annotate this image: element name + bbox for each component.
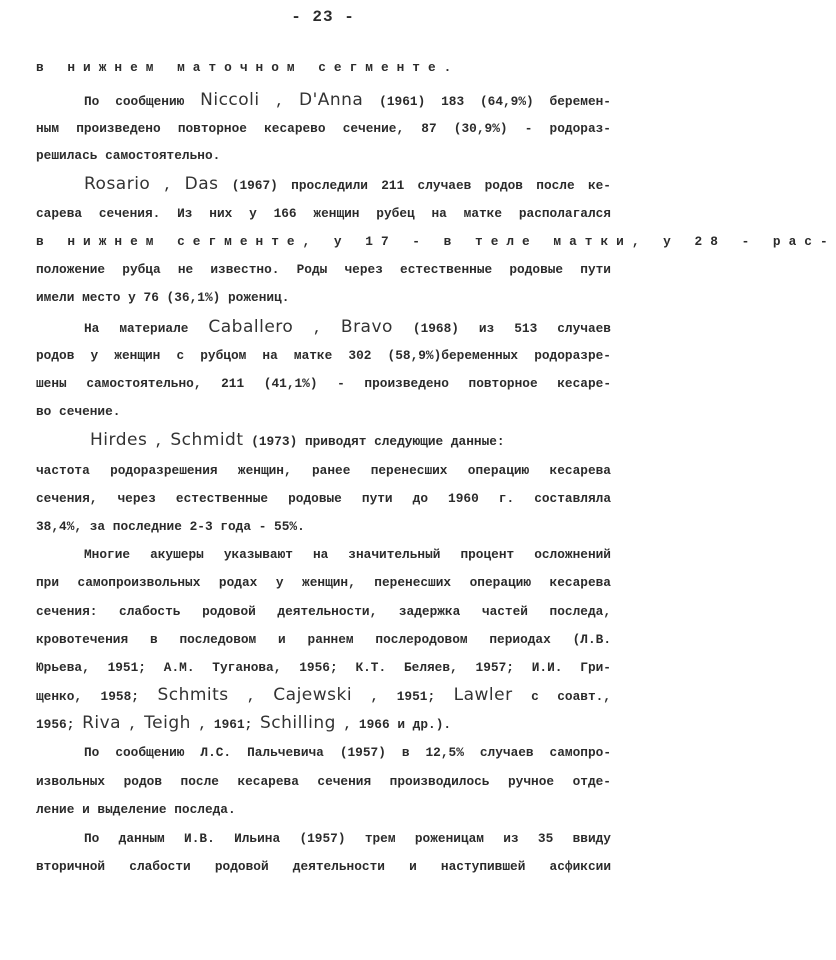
typed-text: ным произведено повторное кесарево сечение, 87 (30,9%) - родораз- (36, 121, 611, 136)
text-line (36, 403, 611, 421)
typed-text: На материале (84, 321, 209, 336)
handwritten-name: Schmits (157, 685, 229, 705)
typed-text: , (293, 321, 341, 336)
handwritten-name: Teigh (144, 713, 191, 733)
text-line (84, 318, 611, 338)
handwritten-name: Rosario (84, 174, 151, 194)
typed-text: частота родоразрешения женщин, ранее перенесших операцию кесарева (36, 463, 611, 478)
handwritten-name: Caballero (208, 317, 294, 337)
handwritten-name: Das (184, 174, 219, 194)
text-line (36, 773, 611, 791)
text-line (36, 714, 611, 734)
text-line (36, 801, 611, 819)
typed-text: 1956; (36, 717, 83, 732)
text-line (36, 574, 611, 592)
text-line (36, 59, 611, 77)
typed-text: По сообщению Л.С. Пальчевича (1957) в 12,5% случаев самопро- (84, 745, 611, 760)
typed-text: вторичной слабости родовой деятельности и наступившей асфиксии (36, 859, 611, 874)
handwritten-name: Schilling (260, 713, 336, 733)
typed-text: , (150, 178, 185, 193)
text-line (90, 431, 611, 451)
typed-text: извольных родов после кесарева сечения производилось ручное отде- (36, 774, 611, 789)
text-line (84, 546, 611, 564)
typed-text: родов у женщин с рубцом на матке 302 (58,9%)беременных родоразре- (36, 348, 611, 363)
handwritten-name: Bravo (340, 317, 393, 337)
typed-text: , 1961; (190, 717, 261, 732)
typed-text: сечения, через естественные родовые пути до 1960 г. составляла (36, 491, 611, 506)
text-line (36, 147, 611, 165)
typed-text: при самопроизвольных родах у женщин, перенесших операцию кесарева (36, 575, 611, 590)
typed-text: (1973) приводят следующие данные: (243, 434, 505, 449)
typed-text: , 1966 и др.). (335, 717, 452, 732)
typed-text: (1967) проследили 211 случаев родов после ке- (218, 178, 611, 193)
handwritten-name: Hirdes (90, 430, 148, 450)
text-line (84, 91, 611, 111)
typed-text: Юрьева, 1951; А.М. Туганова, 1956; К.Т. Беляев, 1957; И.И. Гри- (36, 660, 611, 675)
handwritten-name: Schmidt (170, 430, 244, 450)
text-line (36, 233, 836, 251)
typed-text: положение рубца не известно. Роды через естественные родовые пути (36, 262, 611, 277)
typed-text: кровотечения в последовом и раннем послеродовом периодах (Л.В. (36, 632, 611, 647)
text-line (84, 830, 611, 848)
text-line (36, 375, 611, 393)
text-line (36, 603, 611, 621)
text-line (36, 347, 611, 365)
typed-text: Многие акушеры указывают на значительный процент осложнений (84, 547, 611, 562)
text-line (36, 490, 611, 508)
text-line (84, 175, 611, 195)
text-line (36, 205, 611, 223)
typed-text: , (259, 94, 299, 109)
typed-text: По данным И.В. Ильина (1957) трем роженицам из 35 ввиду (84, 831, 611, 846)
handwritten-name: Niccoli (200, 90, 260, 110)
typed-text: сечения: слабость родовой деятельности, задержка частей последа, (36, 604, 611, 619)
typed-text: (1961) 183 (64,9%) беремен- (363, 94, 611, 109)
text-line (36, 858, 611, 876)
typed-text: в нижнем маточном сегменте. (36, 60, 460, 75)
typed-text: , (147, 434, 171, 449)
text-line (36, 462, 611, 480)
typed-text: в нижнем сегменте, у 17 - в теле матки, у 28 - рас- (36, 234, 836, 249)
text-line (36, 261, 611, 279)
typed-text: По сообщению (84, 94, 201, 109)
text-line (84, 744, 611, 762)
typed-text: , (121, 717, 145, 732)
handwritten-name: Lawler (453, 685, 513, 705)
handwritten-name: Cajewski (273, 685, 353, 705)
text-line (36, 686, 611, 706)
page-number: - 23 - (291, 8, 355, 26)
text-line (36, 120, 611, 138)
typed-text: с соавт., (512, 689, 611, 704)
typed-text: (1968) из 513 случаев (392, 321, 611, 336)
typed-text: шены самостоятельно, 211 (41,1%) - произведено повторное кесаре- (36, 376, 611, 391)
text-line (36, 659, 611, 677)
typed-text: сарева сечения. Из них у 166 женщин рубец на матке располагался (36, 206, 611, 221)
text-line (36, 289, 611, 307)
typed-text: имели место у 76 (36,1%) рожениц. (36, 290, 290, 305)
text-line (36, 631, 611, 649)
typed-text: решилась самостоятельно. (36, 148, 221, 163)
typed-text: , (228, 689, 274, 704)
typed-text: ление и выделение последа. (36, 802, 236, 817)
typed-text: во сечение. (36, 404, 121, 419)
typed-text: щенко, 1958; (36, 689, 158, 704)
handwritten-name: D'Anna (298, 90, 364, 110)
text-line (36, 518, 611, 536)
typed-text: 38,4%, за последние 2-3 года - 55%. (36, 519, 305, 534)
typed-text: , 1951; (352, 689, 454, 704)
handwritten-name: Riva (82, 713, 122, 733)
